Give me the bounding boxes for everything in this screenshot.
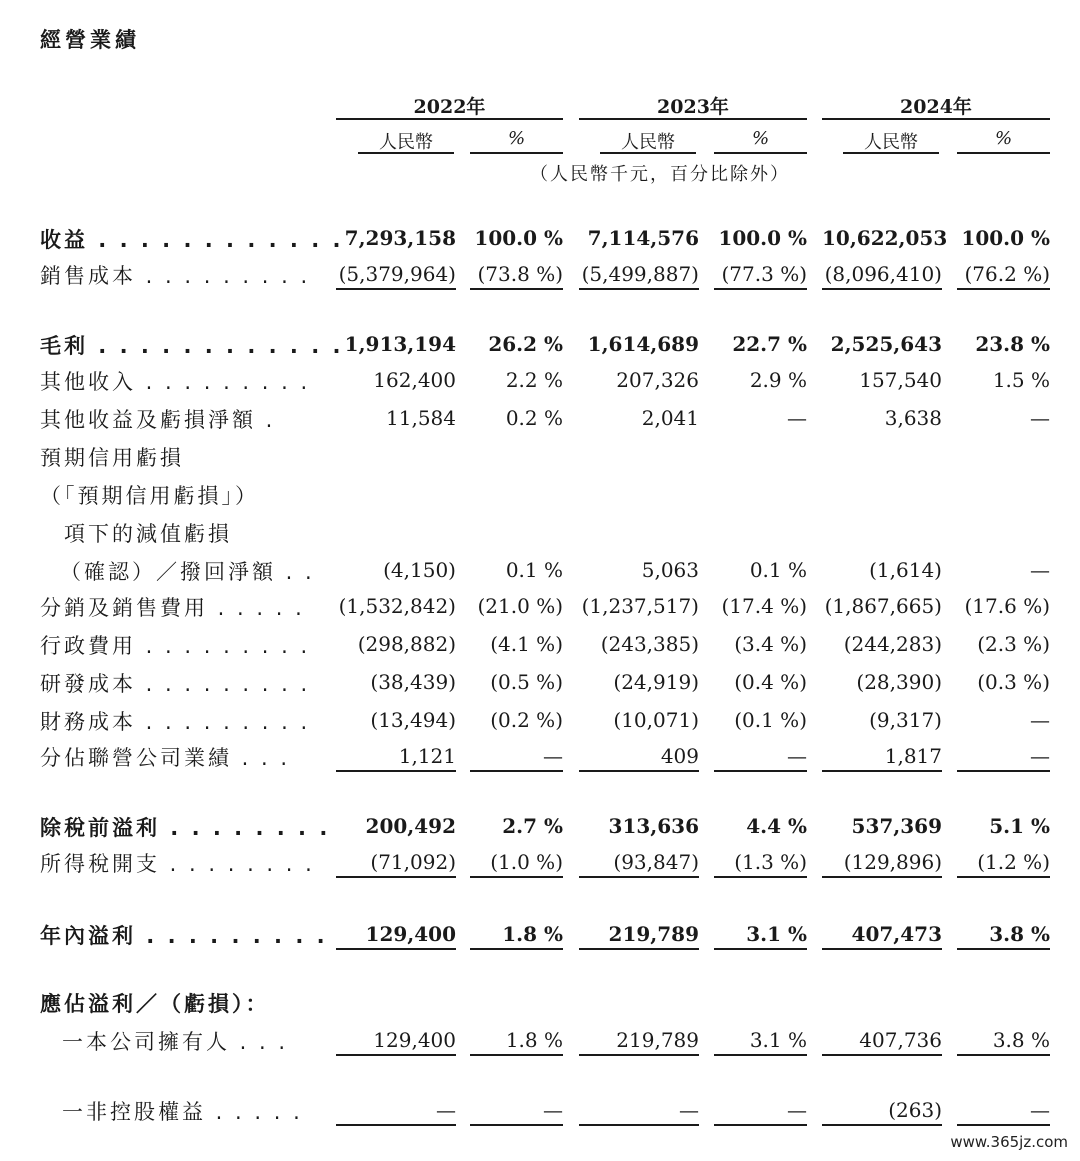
cell: 2,525,643 <box>830 332 942 356</box>
cell: 2.9 % <box>749 368 807 392</box>
cell: (1.3 %) <box>714 848 807 878</box>
table-row <box>0 260 1080 290</box>
cell: (38,439) <box>370 670 456 694</box>
cell: 157,540 <box>859 368 942 392</box>
cell: (77.3 %) <box>714 260 807 290</box>
cell: — <box>714 1096 807 1126</box>
cell: (1,237,517) <box>581 594 699 618</box>
cell: (9,317) <box>869 708 942 732</box>
row-label: 收益 . . . . . . . . . . . . <box>40 228 344 252</box>
table-row <box>0 330 1080 360</box>
cell: (4,150) <box>383 558 456 582</box>
cell: (1.0 %) <box>470 848 563 878</box>
cell: 407,736 <box>822 1026 942 1056</box>
cell: (17.4 %) <box>721 594 807 618</box>
col-rmb-2022: 人民幣 <box>358 128 454 154</box>
cell: (243,385) <box>600 632 699 656</box>
cell: — <box>579 1096 699 1126</box>
cell: 313,636 <box>608 814 699 838</box>
cell: (73.8 %) <box>470 260 563 290</box>
cell: (0.1 %) <box>734 708 807 732</box>
cell: 409 <box>579 742 699 772</box>
cell: (24,919) <box>613 670 699 694</box>
cell: (263) <box>822 1096 942 1126</box>
cell: (10,071) <box>613 708 699 732</box>
table-row <box>0 366 1080 396</box>
cell: 207,326 <box>616 368 699 392</box>
table-row <box>0 920 1080 950</box>
cell: — <box>1030 708 1050 732</box>
cell: (3.4 %) <box>734 632 807 656</box>
cell: (298,882) <box>357 632 456 656</box>
row-label: 行政費用 . . . . . . . . . <box>40 634 311 658</box>
col-rmb-2023: 人民幣 <box>600 128 696 154</box>
cell: 5.1 % <box>989 814 1050 838</box>
row-label: 研發成本 . . . . . . . . . <box>40 672 311 696</box>
cell: 129,400 <box>336 1026 456 1056</box>
cell: 23.8 % <box>975 332 1050 356</box>
cell: 7,293,158 <box>344 226 456 250</box>
row-label: 毛利 . . . . . . . . . . . . <box>40 334 344 358</box>
cell: 2,041 <box>641 406 699 430</box>
cell: — <box>787 406 807 430</box>
row-label: 所得稅開支 . . . . . . . . <box>40 852 315 876</box>
table-row <box>0 556 1080 586</box>
row-label: 一非控股權益 . . . . . <box>62 1100 303 1124</box>
year-header-2022: 2022年 <box>336 92 563 120</box>
cell: — <box>714 742 807 772</box>
cell: (0.4 %) <box>734 670 807 694</box>
cell: (76.2 %) <box>957 260 1050 290</box>
cell: (8,096,410) <box>822 260 942 290</box>
cell: 219,789 <box>579 1026 699 1056</box>
row-label: 其他收入 . . . . . . . . . <box>40 370 311 394</box>
table-row <box>0 630 1080 660</box>
cell: 7,114,576 <box>587 226 699 250</box>
cell: 3.1 % <box>714 920 807 950</box>
row-label: 應佔溢利／（虧損）： <box>40 992 270 1016</box>
cell: (0.5 %) <box>490 670 563 694</box>
row-label: （「預期信用虧損」） <box>40 484 259 508</box>
cell: 3.8 % <box>957 1026 1050 1056</box>
row-label: 除稅前溢利 . . . . . . . . <box>40 816 331 840</box>
cell: (0.3 %) <box>977 670 1050 694</box>
col-pct-2022: % <box>470 128 563 154</box>
table-row <box>0 848 1080 878</box>
table-row <box>0 706 1080 736</box>
cell: (13,494) <box>370 708 456 732</box>
table-row <box>0 1096 1080 1126</box>
cell: — <box>470 1096 563 1126</box>
col-rmb-2024: 人民幣 <box>843 128 939 154</box>
row-label: 一本公司擁有人 . . . <box>62 1030 289 1054</box>
cell: 3.1 % <box>714 1026 807 1056</box>
table-row <box>0 668 1080 698</box>
table-row <box>0 988 1080 1018</box>
cell: 1,913,194 <box>344 332 456 356</box>
cell: 1.5 % <box>992 368 1050 392</box>
col-pct-2023: % <box>714 128 807 154</box>
cell: (5,499,887) <box>579 260 699 290</box>
cell: 129,400 <box>336 920 456 950</box>
row-label: 銷售成本 . . . . . . . . . <box>40 264 311 288</box>
cell: (0.2 %) <box>490 708 563 732</box>
cell: 5,063 <box>641 558 699 582</box>
unit-note: （人民幣千元，百分比除外） <box>530 164 790 185</box>
cell: (2.3 %) <box>977 632 1050 656</box>
cell: (1,532,842) <box>338 594 456 618</box>
row-label: 分佔聯營公司業績 . . . <box>40 746 291 770</box>
cell: — <box>1030 558 1050 582</box>
cell: 1,121 <box>336 742 456 772</box>
table-row <box>0 1026 1080 1056</box>
table-row <box>0 592 1080 622</box>
year-header-2024: 2024年 <box>822 92 1050 120</box>
row-label: 項下的減值虧損 <box>64 522 232 546</box>
cell: — <box>336 1096 456 1126</box>
cell: (93,847) <box>579 848 699 878</box>
cell: 26.2 % <box>488 332 563 356</box>
cell: 0.1 % <box>749 558 807 582</box>
cell: 1,614,689 <box>587 332 699 356</box>
row-label: 分銷及銷售費用 . . . . . <box>40 596 305 620</box>
cell: — <box>957 742 1050 772</box>
cell: 407,473 <box>822 920 942 950</box>
cell: (129,896) <box>822 848 942 878</box>
cell: 3,638 <box>884 406 942 430</box>
cell: (1,614) <box>869 558 942 582</box>
cell: 1.8 % <box>470 1026 563 1056</box>
cell: (5,379,964) <box>336 260 456 290</box>
cell: 10,622,053 <box>822 226 948 250</box>
cell: 100.0 % <box>718 226 807 250</box>
col-pct-2024: % <box>957 128 1050 154</box>
cell: (1,867,665) <box>824 594 942 618</box>
table-row <box>0 480 1080 510</box>
cell: 0.1 % <box>505 558 563 582</box>
cell: 0.2 % <box>505 406 563 430</box>
cell: 200,492 <box>365 814 456 838</box>
cell: (4.1 %) <box>490 632 563 656</box>
row-label: （確認）／撥回淨額 . . <box>60 560 315 584</box>
row-label: 財務成本 . . . . . . . . . <box>40 710 311 734</box>
table-row <box>0 812 1080 842</box>
row-label: 其他收益及虧損淨額 . <box>40 408 276 432</box>
cell: — <box>1030 406 1050 430</box>
cell: 1,817 <box>822 742 942 772</box>
cell: 22.7 % <box>732 332 807 356</box>
cell: (21.0 %) <box>477 594 563 618</box>
cell: (71,092) <box>336 848 456 878</box>
table-row <box>0 224 1080 254</box>
cell: 537,369 <box>851 814 942 838</box>
cell: 2.7 % <box>502 814 563 838</box>
cell: (17.6 %) <box>964 594 1050 618</box>
cell: 162,400 <box>373 368 456 392</box>
year-header-2023: 2023年 <box>579 92 807 120</box>
row-label: 年內溢利 . . . . . . . . . <box>40 924 328 948</box>
section-title: 經營業績 <box>40 28 140 52</box>
watermark: www.365jz.com <box>950 1133 1068 1151</box>
cell: 2.2 % <box>505 368 563 392</box>
cell: 219,789 <box>579 920 699 950</box>
cell: (1.2 %) <box>957 848 1050 878</box>
cell: — <box>470 742 563 772</box>
row-label: 預期信用虧損 <box>40 446 184 470</box>
cell: 4.4 % <box>746 814 807 838</box>
cell: (244,283) <box>843 632 942 656</box>
cell: (28,390) <box>856 670 942 694</box>
table-row <box>0 518 1080 548</box>
cell: 11,584 <box>386 406 456 430</box>
table-row <box>0 404 1080 434</box>
table-row <box>0 442 1080 472</box>
cell: 3.8 % <box>957 920 1050 950</box>
cell: 100.0 % <box>961 226 1050 250</box>
cell: 1.8 % <box>470 920 563 950</box>
table-row <box>0 742 1080 772</box>
cell: 100.0 % <box>474 226 563 250</box>
cell: — <box>957 1096 1050 1126</box>
